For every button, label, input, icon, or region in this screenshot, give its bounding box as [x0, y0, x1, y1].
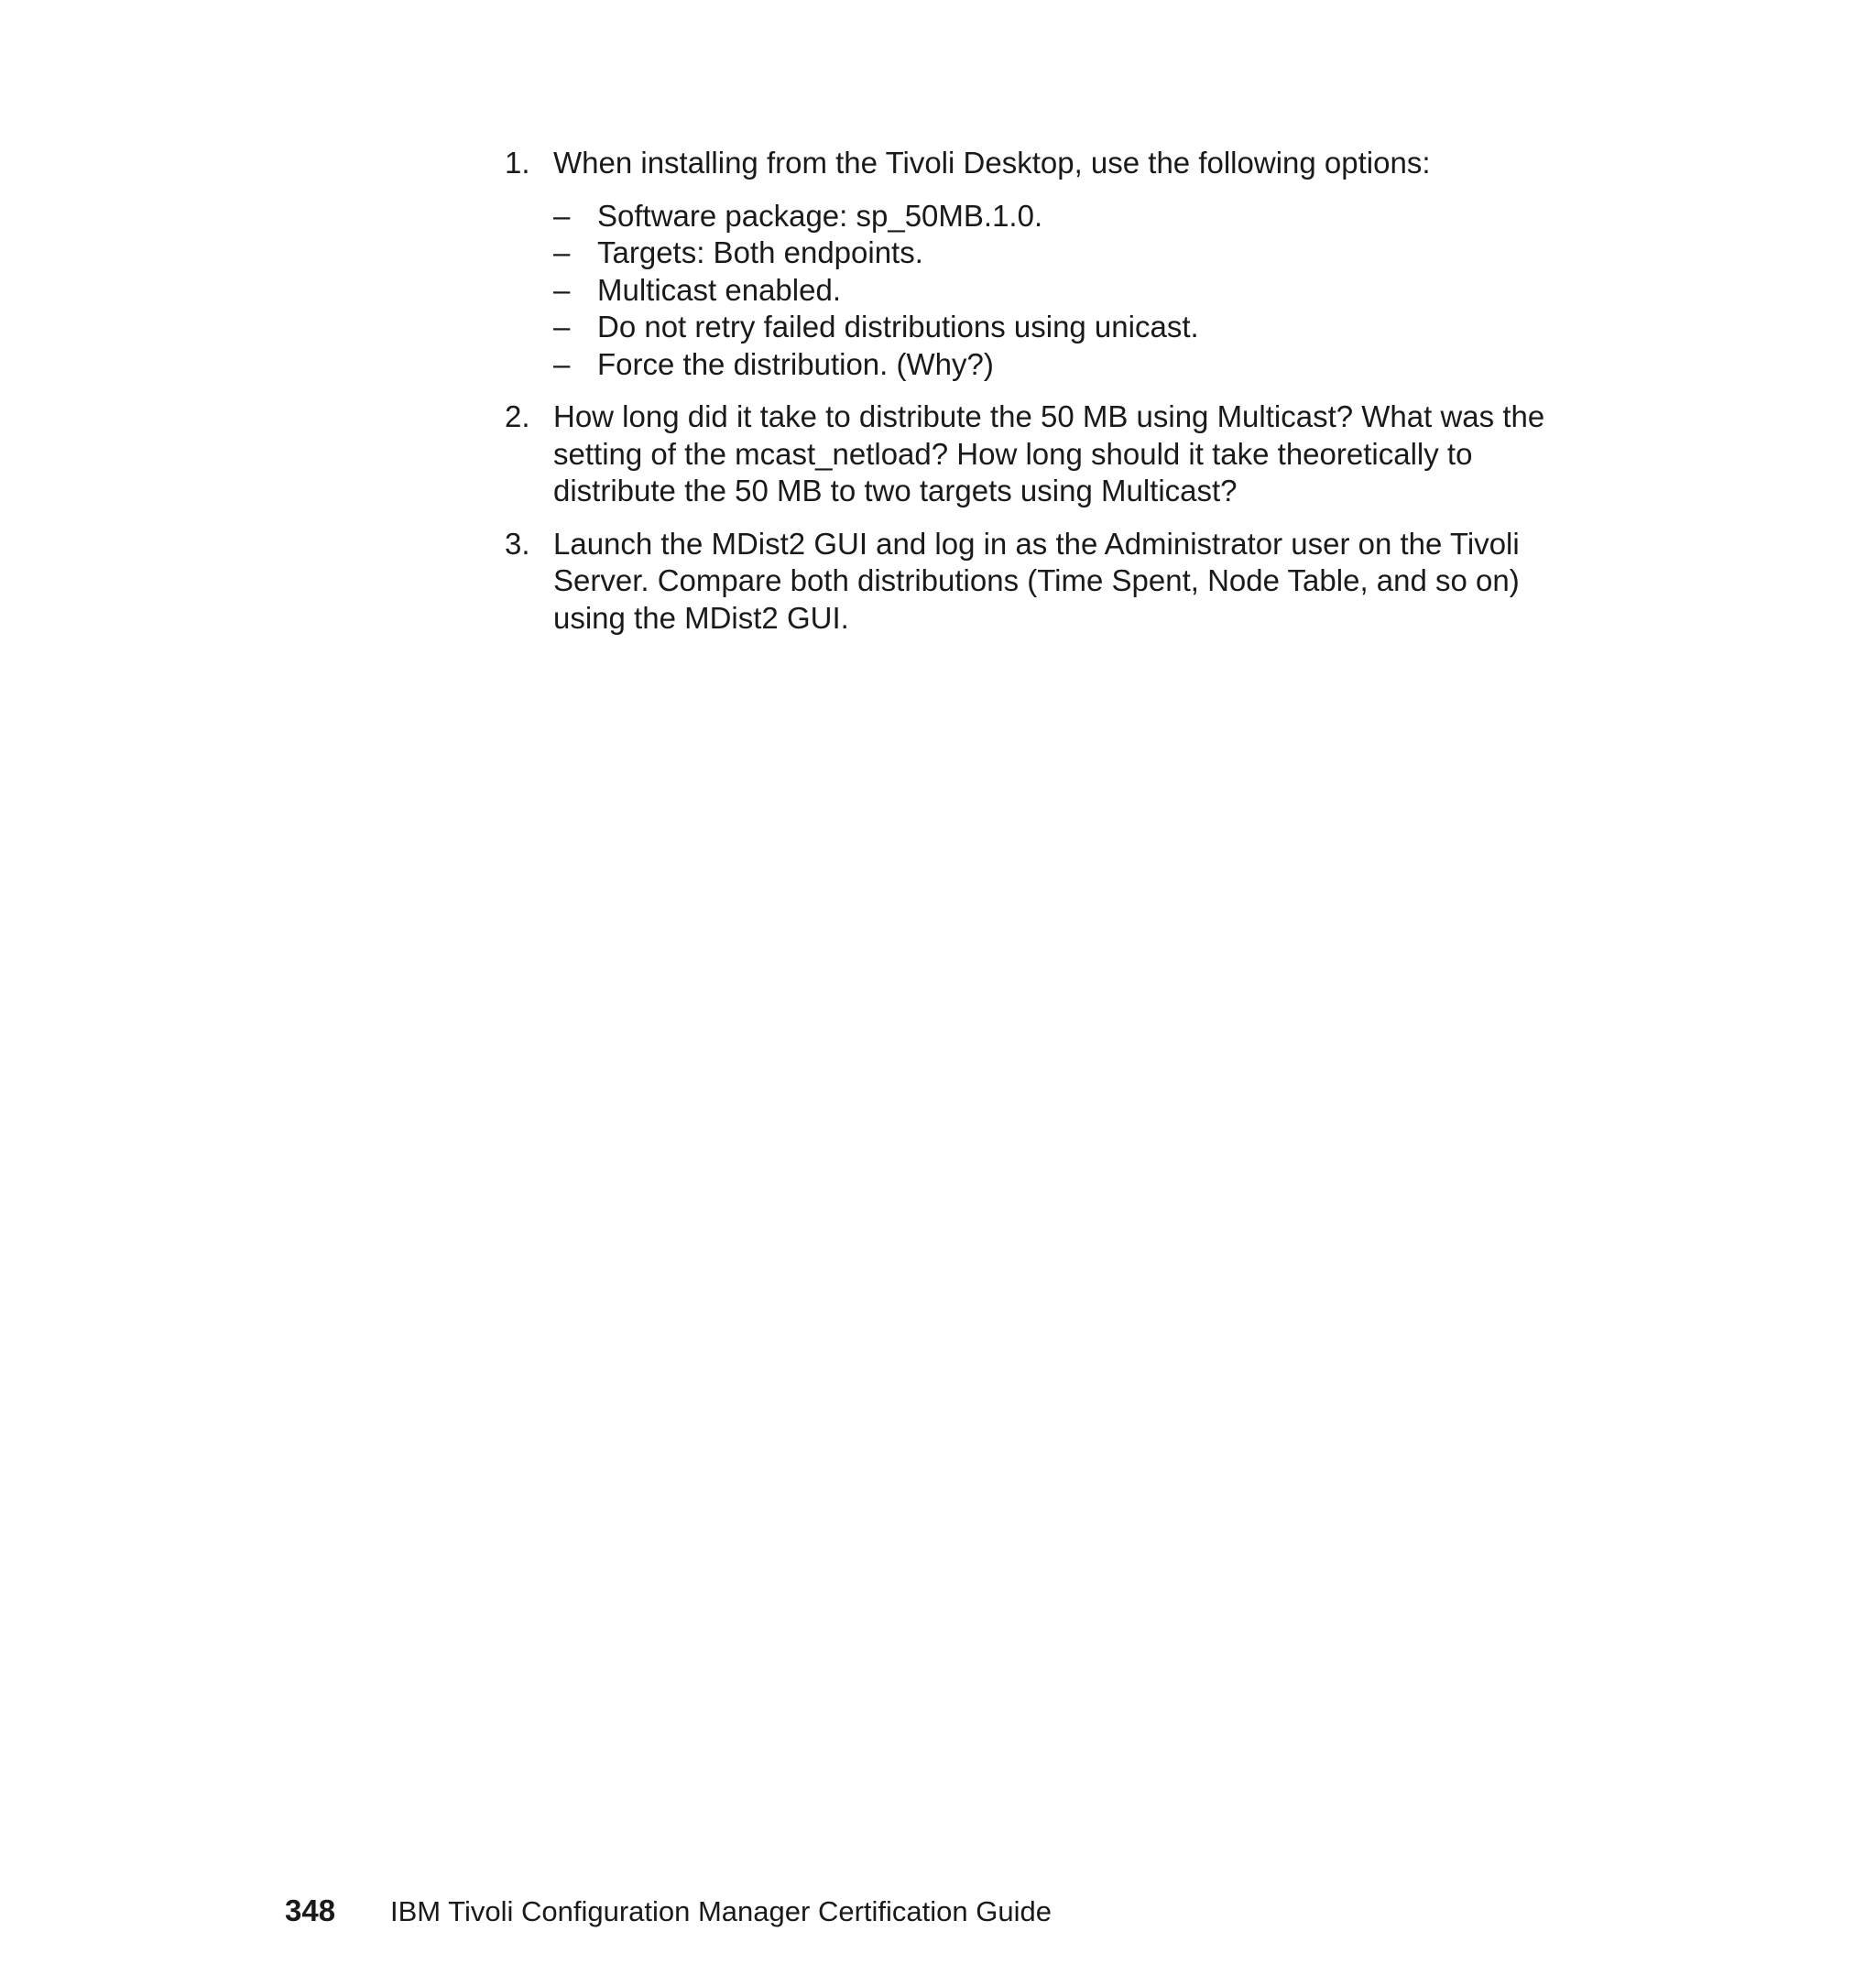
step-number: 3. [505, 526, 530, 561]
page-number: 348 [285, 1893, 336, 1927]
list-item-option [553, 235, 1586, 272]
dash-bullet: – [553, 235, 571, 269]
document-body [505, 145, 1586, 637]
list-item-option [553, 346, 1586, 384]
options-list [553, 198, 1586, 384]
step-number: 2. [505, 399, 530, 433]
list-item-step-3 [505, 526, 1586, 638]
option-text: Targets: Both endpoints. [597, 235, 923, 269]
dash-bullet: – [553, 346, 571, 381]
option-text: Do not retry failed distributions using unicast. [597, 310, 1199, 344]
list-item-step-2 [505, 398, 1586, 510]
option-text: Force the distribution. (Why?) [597, 346, 994, 381]
list-item-option [553, 309, 1586, 346]
list-item-option [553, 272, 1586, 310]
dash-bullet: – [553, 198, 571, 233]
option-text: Multicast enabled. [597, 272, 841, 307]
option-text: Software package: sp_50MB.1.0. [597, 198, 1043, 233]
page-footer [285, 1893, 1052, 1930]
dash-bullet: – [553, 310, 571, 344]
step-text: How long did it take to distribute the 50 MB using Multicast? What was the setting of the mcast_netload? How long should it take theoretically to distribute the 50 MB to two targets using Multicast? [553, 399, 1545, 507]
list-item-step-1 [505, 145, 1586, 383]
step-text: Launch the MDist2 GUI and log in as the Administrator user on the Tivoli Server. Compare both distributions (Time Spent, Node Table, and so on) using the MDist2 GUI. [553, 526, 1520, 635]
dash-bullet: – [553, 272, 571, 307]
book-title: IBM Tivoli Configuration Manager Certification Guide [390, 1895, 1052, 1927]
step-number: 1. [505, 146, 530, 180]
list-item-option [553, 198, 1586, 235]
step-text: When installing from the Tivoli Desktop, use the following options: [553, 146, 1431, 180]
